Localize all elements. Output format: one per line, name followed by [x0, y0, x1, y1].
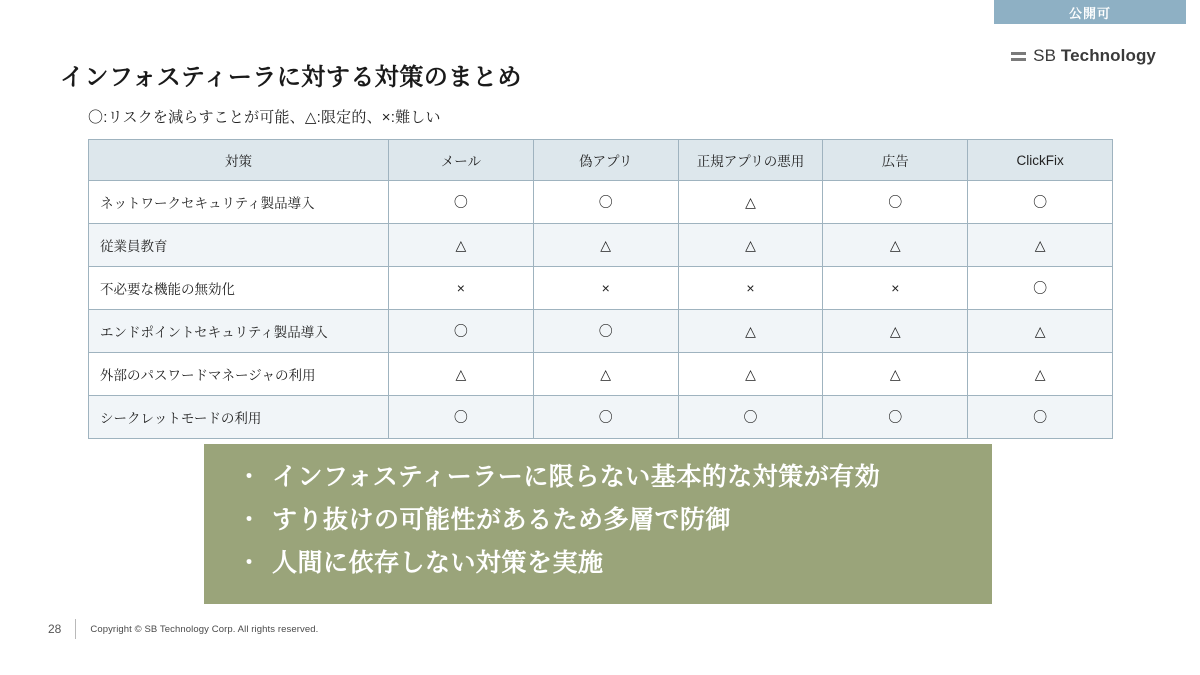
cell-mark: △	[968, 310, 1113, 353]
footer-divider	[75, 619, 76, 639]
cell-mark: △	[823, 310, 968, 353]
cell-mark: △	[389, 224, 534, 267]
logo-mark-icon	[1011, 52, 1026, 61]
table-row	[89, 181, 1113, 224]
table-row	[89, 267, 1113, 310]
column-header-fake-app: 偽アプリ	[533, 140, 678, 181]
bullet-icon: ・	[238, 507, 261, 532]
column-header-measure: 対策	[89, 140, 389, 181]
cell-mark: △	[823, 224, 968, 267]
page-number: 28	[48, 622, 62, 636]
cell-mark: △	[533, 353, 678, 396]
cell-mark: △	[968, 353, 1113, 396]
bullet-icon: ・	[238, 550, 261, 575]
row-label: 従業員教育	[89, 224, 389, 267]
cell-mark: △	[678, 224, 823, 267]
logo-text	[1033, 46, 1156, 66]
cell-mark: △	[678, 181, 823, 224]
row-label: シークレットモードの利用	[89, 396, 389, 439]
footer	[48, 619, 318, 639]
logo-text-light: SB	[1033, 46, 1061, 65]
cell-mark: 〇	[823, 396, 968, 439]
cell-mark: 〇	[968, 267, 1113, 310]
table-row	[89, 224, 1113, 267]
table-row	[89, 396, 1113, 439]
cell-mark: 〇	[823, 181, 968, 224]
classification-badge-label: 公開可	[1068, 5, 1111, 21]
cell-mark: △	[678, 353, 823, 396]
cell-mark: ×	[533, 267, 678, 310]
legend-text: 〇:リスクを減らすことが可能、△:限定的、×:難しい	[88, 109, 441, 126]
cell-mark: 〇	[678, 396, 823, 439]
logo-text-bold: Technology	[1060, 46, 1156, 65]
list-item-label: 人間に依存しない対策を実施	[272, 549, 604, 577]
page-title: インフォスティーラに対する対策のまとめ	[60, 64, 522, 92]
column-header-legit-app-abuse: 正規アプリの悪用	[678, 140, 823, 181]
cell-mark: △	[968, 224, 1113, 267]
summary-callout	[204, 444, 992, 604]
cell-mark: 〇	[533, 396, 678, 439]
cell-mark: 〇	[533, 181, 678, 224]
company-logo	[1011, 46, 1156, 66]
classification-badge	[994, 0, 1186, 24]
bullet-icon: ・	[238, 464, 261, 489]
cell-mark: ×	[823, 267, 968, 310]
cell-mark: 〇	[389, 310, 534, 353]
table-row	[89, 353, 1113, 396]
cell-mark: ×	[389, 267, 534, 310]
row-label: エンドポイントセキュリティ製品導入	[89, 310, 389, 353]
cell-mark: ×	[678, 267, 823, 310]
matrix-table	[88, 139, 1113, 439]
list-item	[238, 508, 992, 533]
list-item-label: インフォスティーラーに限らない基本的な対策が有効	[272, 463, 881, 491]
table-row	[89, 310, 1113, 353]
summary-list	[238, 465, 992, 576]
row-label: 不必要な機能の無効化	[89, 267, 389, 310]
table-header-row	[89, 140, 1113, 181]
cell-mark: 〇	[389, 181, 534, 224]
cell-mark: 〇	[533, 310, 678, 353]
cell-mark: 〇	[968, 396, 1113, 439]
cell-mark: △	[823, 353, 968, 396]
list-item-label: すり抜けの可能性があるため多層で防御	[272, 506, 732, 534]
cell-mark: △	[389, 353, 534, 396]
measures-matrix	[88, 139, 1112, 439]
row-label: 外部のパスワードマネージャの利用	[89, 353, 389, 396]
cell-mark: 〇	[389, 396, 534, 439]
list-item	[238, 551, 992, 576]
column-header-mail: メール	[389, 140, 534, 181]
cell-mark: 〇	[968, 181, 1113, 224]
list-item	[238, 465, 992, 490]
cell-mark: △	[533, 224, 678, 267]
row-label: ネットワークセキュリティ製品導入	[89, 181, 389, 224]
column-header-clickfix: ClickFix	[968, 140, 1113, 181]
copyright-text: Copyright © SB Technology Corp. All rights reserved.	[90, 623, 319, 635]
cell-mark: △	[678, 310, 823, 353]
column-header-ads: 広告	[823, 140, 968, 181]
